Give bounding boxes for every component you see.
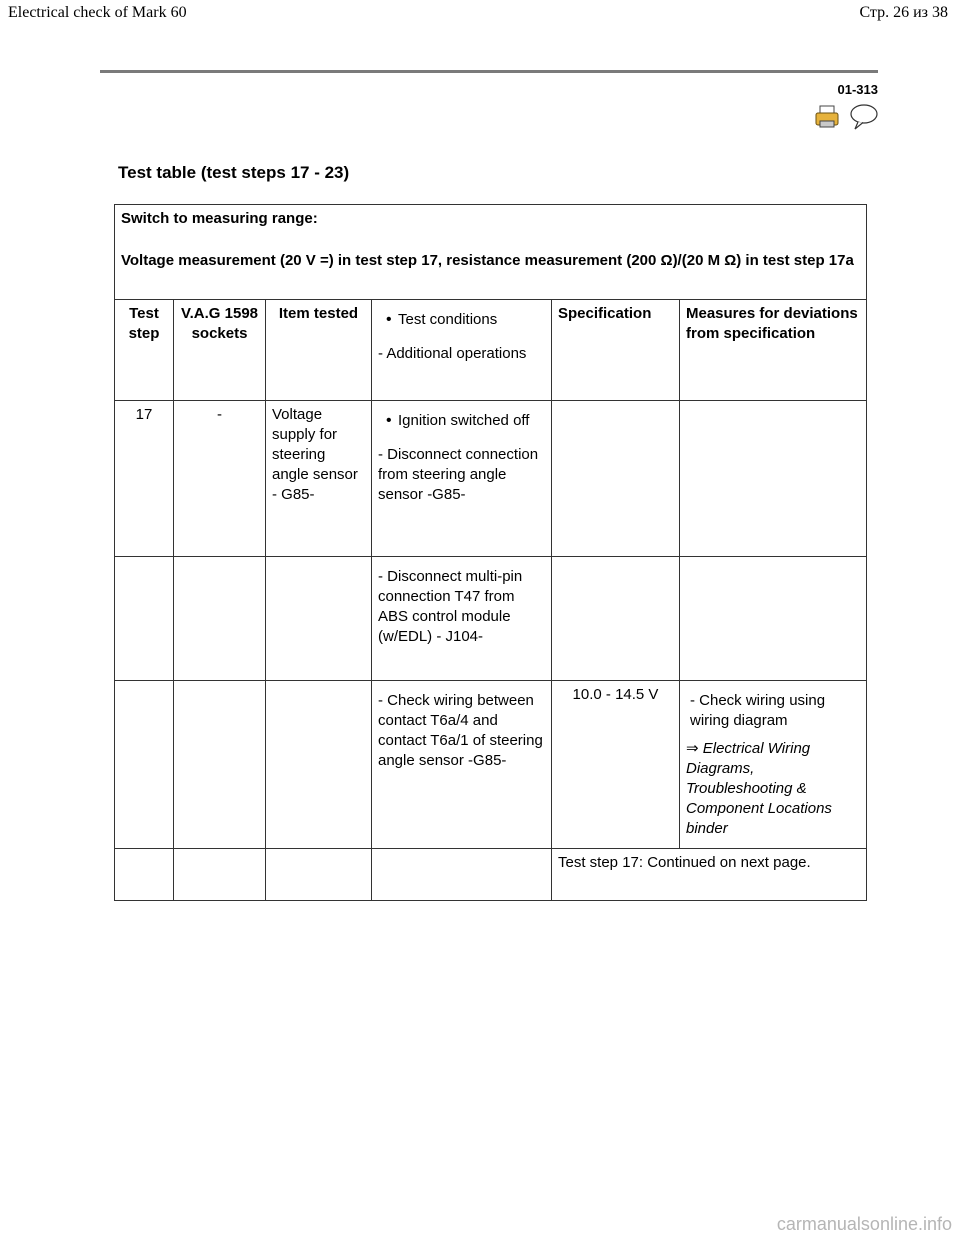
row-operation xyxy=(372,681,552,849)
table-row xyxy=(115,557,867,681)
row-operation-text: - Disconnect multi-pin connection T47 from ABS control module (w/EDL) - J104- xyxy=(378,568,523,645)
row-operation-text: - Check wiring between contact T6a/4 and contact T6a/1 of steering angle sensor -G85- xyxy=(378,692,543,769)
watermark: carmanualsonline.info xyxy=(776,1214,952,1234)
table-header-row xyxy=(115,300,867,401)
switch-range-cell xyxy=(115,205,867,300)
row-condition: Ignition switched off xyxy=(398,412,530,429)
row-measure xyxy=(680,401,867,557)
speech-bubble-icon[interactable] xyxy=(851,105,877,129)
continued-note: Test step 17: Continued on next page. xyxy=(552,849,867,901)
bullet-icon: • xyxy=(386,311,392,328)
row-operation: - Disconnect connection from steering angle sensor -G85- xyxy=(378,446,539,503)
page-number: 01-313 xyxy=(837,82,878,97)
col-conditions xyxy=(372,300,552,401)
row-measure-text: - Check wiring using wiring diagram xyxy=(690,692,826,729)
col-test-step: Test step xyxy=(115,300,174,401)
row-measure xyxy=(680,681,867,849)
row-spec xyxy=(552,401,680,557)
bullet-icon: • xyxy=(386,412,392,429)
col-conditions-label: Test conditions xyxy=(398,311,498,328)
col-specification: Specification xyxy=(552,300,680,401)
test-table xyxy=(114,204,867,901)
printer-icon[interactable] xyxy=(816,106,838,127)
toolbar-icons xyxy=(814,104,880,130)
section-title: Test table (test steps 17 - 23) xyxy=(118,163,350,182)
row-sockets: - xyxy=(174,401,266,557)
table-row xyxy=(115,681,867,849)
switch-range-details: Voltage measurement (20 V =) in test step 17, resistance measurement (200 Ω)/(20 M Ω) in test step 17a xyxy=(121,252,854,269)
table-row xyxy=(115,401,867,557)
switch-range-label: Switch to measuring range: xyxy=(121,210,318,227)
arrow-icon: ⇒ xyxy=(686,740,699,757)
row-conditions xyxy=(372,401,552,557)
col-sockets: V.A.G 1598 sockets xyxy=(174,300,266,401)
table-row xyxy=(115,849,867,901)
row-spec: 10.0 - 14.5 V xyxy=(552,681,680,849)
row-item: Voltage supply for steering angle sensor - G85- xyxy=(266,401,372,557)
wiring-reference-link[interactable]: Electrical Wiring Diagrams, Troubleshooting & Component Locations binder xyxy=(686,740,832,837)
col-additional-label: - Additional operations xyxy=(378,345,527,362)
col-item-tested: Item tested xyxy=(266,300,372,401)
page-counter: Стр. 26 из 38 xyxy=(859,4,948,21)
header-rule xyxy=(100,70,878,73)
row-operation xyxy=(372,557,552,681)
row-step: 17 xyxy=(115,401,174,557)
col-measures: Measures for deviations from specification xyxy=(680,300,867,401)
window-title: Electrical check of Mark 60 xyxy=(8,4,187,21)
